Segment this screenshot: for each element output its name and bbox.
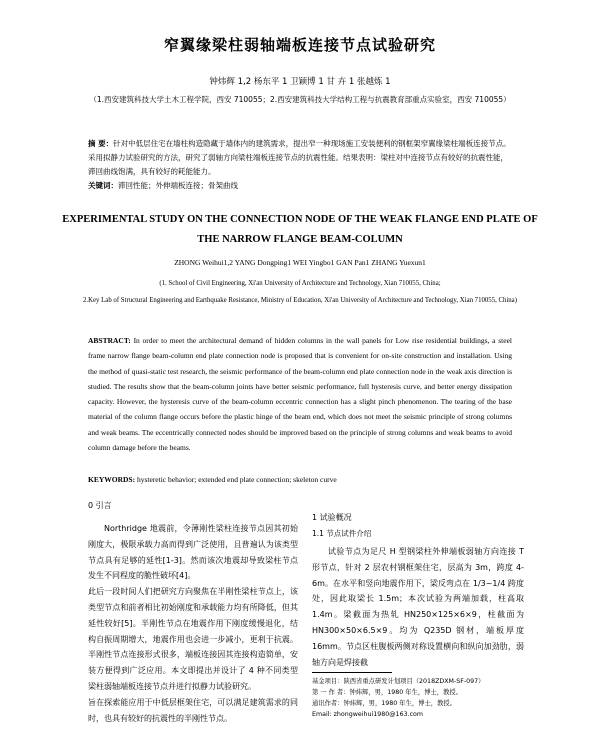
affiliation-en [70, 275, 530, 309]
keywords-cn-label: 关键词： [88, 181, 118, 190]
authors-cn: 钟炜辉 1,2 杨东平 1 卫颖博 1 甘 卉 1 张越炼 1 [209, 77, 391, 87]
section-0-paragraph: Northridge 地震前，令薄刚性梁柱连接节点因其初始刚度大，极限承载力高而得到广泛使用，且普遍认为该类型节点具有足够的延性[1-3]。然而该次地震却导致梁柱节点发生不同程度的脆性破坏[4]。 [88, 524, 298, 581]
abstract-en [88, 333, 512, 455]
footnote-fund: 基金项目：陕西省重点研发计划项目（2018ZDXM-SF-097） [312, 678, 485, 685]
footnote-author2: 通讯作者：钟炜辉，男，1980 年生，博士，教授。 [312, 700, 456, 707]
section-0-paragraph: 旨在探索能应用于中低层框架住宅，可以满足建筑需求的同时，也具有较好的抗震性的半刚性节点。 [88, 697, 298, 723]
keywords-en-text: hysteretic behavior; extended end plate connection; skeleton curve [136, 475, 337, 484]
paper-title-en: EXPERIMENTAL STUDY ON THE CONNECTION NODE OF THE WEAK FLANGE END PLATE OF THE NARROW FLANGE BEAM-COLUMN [62, 214, 538, 245]
footnote-rule [312, 672, 392, 673]
left-column [88, 500, 298, 726]
section-0-paragraph: 此后一段时间人们把研究方向聚焦在半刚性梁柱节点上，该类型节点和前者相比初始刚度和承载能力均有所降低，但其延性较好[5]。半刚性节点在地震作用下刚度缓慢退化，结构自振周期增大，地震作用也会进一步减小，更利于抗震。半刚性节点连接形式很多，端板连接因其连接构造简单，安装方便得到广泛应用。本文即提出并设计了 4 种不同类型梁柱弱轴端板连接节点并进行拟静力试验研究。 [88, 587, 298, 691]
right-column [312, 512, 524, 670]
affiliation-en-2: 2.Key Lab of Structural Engineering and Earthquake Resistance, Ministry of Education, Xi'an University of Architecture and Technology, Xian 710055, China) [83, 297, 517, 304]
footnote-author1: 第 一 作 者：钟炜辉，男，1980 年生，博士，教授。 [312, 689, 462, 696]
keywords-en [88, 475, 512, 484]
footnotes [312, 676, 524, 720]
section-1-1-title: 1.1 节点试件介绍 [312, 529, 372, 538]
footnote-email: Email: zhongweihui1980@163.com [312, 711, 424, 718]
section-0-title: 0 引言 [88, 501, 112, 510]
section-1-paragraph: 试验节点为足尺 H 型钢梁柱外伸端板弱轴方向连接 T 形节点，针对 2 层农村钢框架住宅，层高为 3m，跨度 4-6m。在水平和竖向地震作用下，梁反弯点在 1/3~1/4 跨度处，因此取梁长 1.5m；本次试验为两端加载，柱高取 1.4m。梁截面为热轧 HN250×125×6×9，柱截面为 HN300×50×6.5×9。均为 Q235D 钢材，端板厚度 16mm。节点区柱腹板两侧对称设置横向和纵向加劲肋，弱轴方向是焊接截 [312, 547, 524, 667]
abstract-en-label: ABSTRACT: [88, 336, 131, 345]
authors-en: ZHONG Weihui1,2 YANG Dongping1 WEI Yingbo1 GAN Pan1 ZHANG Yuexun1 [174, 258, 426, 267]
affiliation-en-1: (1. School of Civil Engineering, Xi'an University of Architecture and Technology, Xian 710055, China; [159, 280, 441, 287]
abstract-en-text: In order to meet the architectural demand of hidden columns in the wall panels for Low rise residential buildings, a steel frame narrow flange beam-column end plate connection node is proposed that is convenient for on-site construction and installation. Using the method of quasi-static test research, the seismic performance of the beam-column end plate connection node in the weak axis direction is studied. The results show that the beam-column joints have better seismic performance, full hysteresis curve, and better energy dissipation capacity. However, the hysteresis curve of the beam-column eccentric connection has a slight pinch phenomenon. The tearing of the base material of the column flange occurs before the plastic hinge of the beam end, which does not meet the seismic principle of strong columns and weak beams. The eccentrically connected nodes should be improved based on the principle of strong columns and weak beams to avoid column damage before the beams. [88, 336, 513, 453]
section-1-title: 1 试验概况 [312, 513, 352, 522]
abstract-cn-text: 针对中低层住宅在墙柱构造隐藏于墙体内的建筑需求，提出窄一种现场施工安装便利的钢框架窄翼缘梁柱端板连接节点。采用拟静力试验研究的方法，研究了弱轴方向梁柱端板连接节点的抗震性能。结果表明：梁柱对中连接节点有较好的抗震性能，滞回曲线饱满，具有较好的耗能能力。 [88, 139, 511, 176]
paper-title-cn: 窄翼缘梁柱弱轴端板连接节点试验研究 [163, 36, 436, 54]
abstract-cn-label: 摘 要： [88, 139, 114, 148]
keywords-cn [88, 180, 512, 191]
keywords-en-label: KEYWORDS: [88, 475, 136, 484]
keywords-cn-text: 滞回性能；外伸端板连接；骨架曲线 [118, 181, 238, 190]
affiliation-cn: （1.西安建筑科技大学土木工程学院，西安 710055；2.西安建筑科技大学结构工程与抗震教育部重点实验室，西安 710055） [89, 95, 511, 104]
abstract-cn [88, 137, 512, 179]
